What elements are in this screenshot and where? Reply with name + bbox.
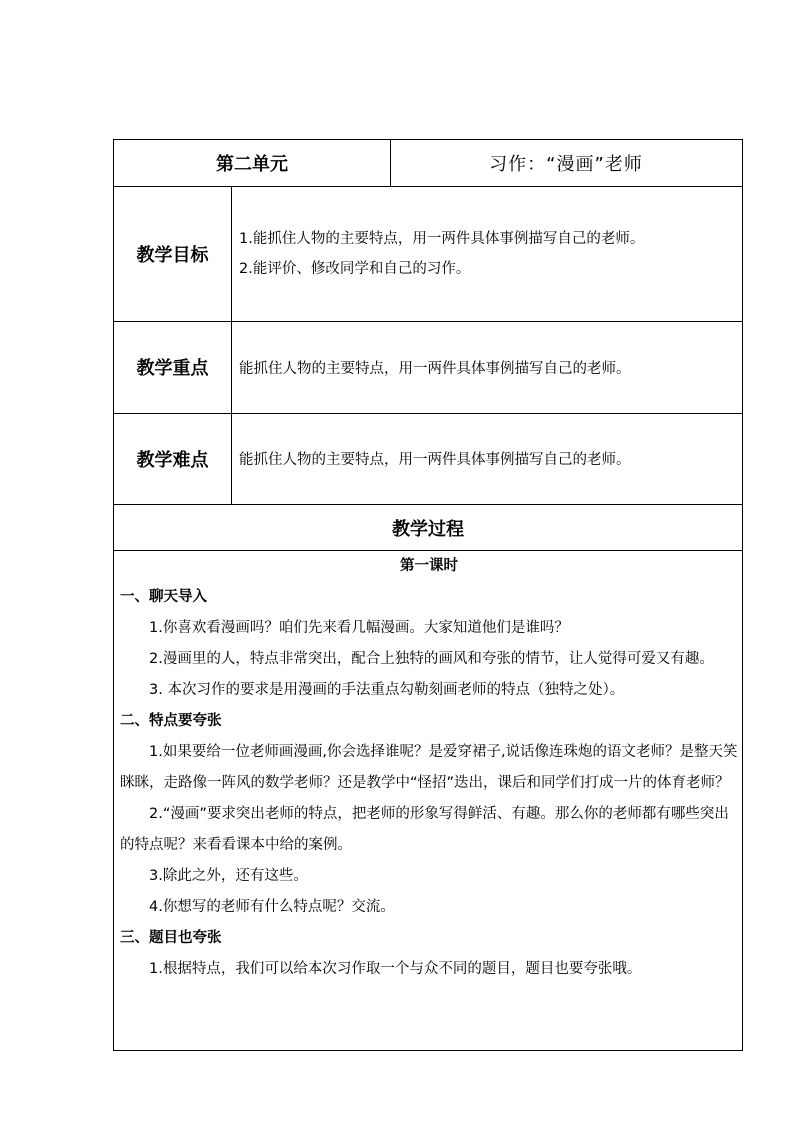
unit-title: 第二单元 [216,154,288,175]
lesson-heading: 第一课时 [400,558,458,574]
section-heading: 一、聊天导入 [120,589,207,605]
paragraph: 4.你想写的老师有什么特点呢？交流。 [149,899,395,915]
key-point-text: 能抓住人物的主要特点，用一两件具体事例描写自己的老师。 [239,360,631,377]
lesson-plan-table [113,139,743,1051]
difficulty-text: 能抓住人物的主要特点，用一两件具体事例描写自己的老师。 [239,452,631,468]
paragraph: 1.如果要给一位老师画漫画,你会选择谁呢？是爱穿裙子,说话像连珠炮的语文老师？是整天笑眯眯，走路像一阵风的数学老师？还是教学中“怪招”迭出，课后和同学们打成一片的体育老师？ [120,744,738,791]
process-content [120,551,738,985]
paragraph: 2.漫画里的人，特点非常突出，配合上独特的画风和夸张的情节，让人觉得可爱又有趣。 [149,651,714,667]
divider [231,186,232,504]
key-point-label: 教学重点 [136,358,209,379]
paragraph: 3.除此之外，还有这些。 [149,868,308,884]
paragraph: 1.根据特点，我们可以给本次习作取一个与众不同的题目，题目也要夸张哦。 [149,961,642,977]
objective-item: 2.能评价、修改同学和自己的习作。 [239,260,471,277]
lesson-topic: 习作：“漫画”老师 [489,154,643,175]
objectives-list [239,186,739,321]
objective-item: 1.能抓住人物的主要特点，用一两件具体事例描写自己的老师。 [239,230,645,247]
difficulty-label: 教学难点 [136,449,209,471]
process-title: 教学过程 [392,518,464,540]
section-heading: 三、题目也夸张 [120,930,222,946]
paragraph: 2.“漫画”要求突出老师的特点，把老师的形象写得鲜活、有趣。那么你的老师都有哪些突出的特点呢？来看看课本中给的案例。 [120,806,729,853]
section-heading: 二、特点要夸张 [120,713,222,729]
objectives-label: 教学目标 [136,244,209,266]
paragraph: 1.你喜欢看漫画吗？咱们先来看几幅漫画。大家知道他们是谁吗？ [149,620,569,636]
paragraph: 3. 本次习作的要求是用漫画的手法重点勾勒刻画老师的特点（独特之处）。 [149,682,625,698]
